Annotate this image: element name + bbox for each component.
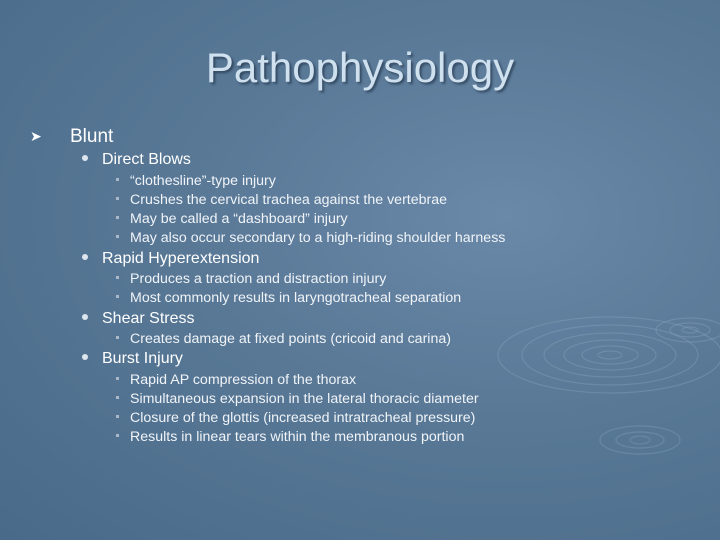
- square-bullet-icon: [116, 377, 119, 380]
- detail-text: Closure of the glottis (increased intratracheal pressure): [130, 410, 476, 426]
- detail-item: [116, 230, 505, 246]
- square-bullet-icon: [116, 336, 119, 339]
- topic-heading: [82, 250, 259, 268]
- dot-bullet-icon: [82, 314, 88, 320]
- detail-item: [116, 192, 447, 208]
- detail-text: May also occur secondary to a high-riding shoulder harness: [130, 230, 506, 246]
- detail-item: [116, 372, 356, 388]
- topic-label: Rapid Hyperextension: [102, 250, 260, 267]
- detail-item: [116, 410, 475, 426]
- square-bullet-icon: [116, 415, 119, 418]
- detail-text: Crushes the cervical trachea against the vertebrae: [130, 192, 448, 208]
- detail-item: [116, 271, 386, 287]
- slide-title: Pathophysiology: [205, 44, 515, 91]
- detail-text: Results in linear tears within the membranous portion: [130, 429, 465, 445]
- detail-item: [116, 211, 348, 227]
- arrow-bullet-icon: ➤: [30, 128, 42, 144]
- square-bullet-icon: [116, 396, 119, 399]
- dot-bullet-icon: [82, 254, 88, 260]
- topic-heading: [82, 350, 183, 368]
- dot-bullet-icon: [82, 155, 88, 161]
- square-bullet-icon: [116, 216, 119, 219]
- detail-item: [116, 429, 464, 445]
- topic-label: Shear Stress: [102, 310, 195, 327]
- square-bullet-icon: [116, 434, 119, 437]
- detail-text: May be called a “dashboard” injury: [130, 211, 348, 227]
- square-bullet-icon: [116, 197, 119, 200]
- topic-heading: [82, 310, 194, 328]
- topic-heading: [82, 151, 191, 169]
- dot-bullet-icon: [82, 354, 88, 360]
- square-bullet-icon: [116, 178, 119, 181]
- bullet-blunt: [30, 126, 113, 148]
- detail-item: [116, 331, 451, 347]
- detail-text: Creates damage at fixed points (cricoid and carina): [130, 331, 451, 347]
- detail-item: [116, 391, 479, 407]
- detail-text: Rapid AP compression of the thorax: [130, 372, 357, 388]
- detail-item: [116, 290, 461, 306]
- square-bullet-icon: [116, 276, 119, 279]
- topic-label: Direct Blows: [102, 151, 191, 168]
- detail-text: Most commonly results in laryngotracheal separation: [130, 290, 462, 306]
- square-bullet-icon: [116, 295, 119, 298]
- detail-text: Simultaneous expansion in the lateral thoracic diameter: [130, 391, 479, 407]
- detail-item: [116, 173, 276, 189]
- detail-text: “clothesline”-type injury: [130, 173, 276, 189]
- detail-text: Produces a traction and distraction injury: [130, 271, 387, 287]
- square-bullet-icon: [116, 235, 119, 238]
- topic-label: Burst Injury: [102, 350, 183, 367]
- bullet-label: Blunt: [70, 126, 114, 147]
